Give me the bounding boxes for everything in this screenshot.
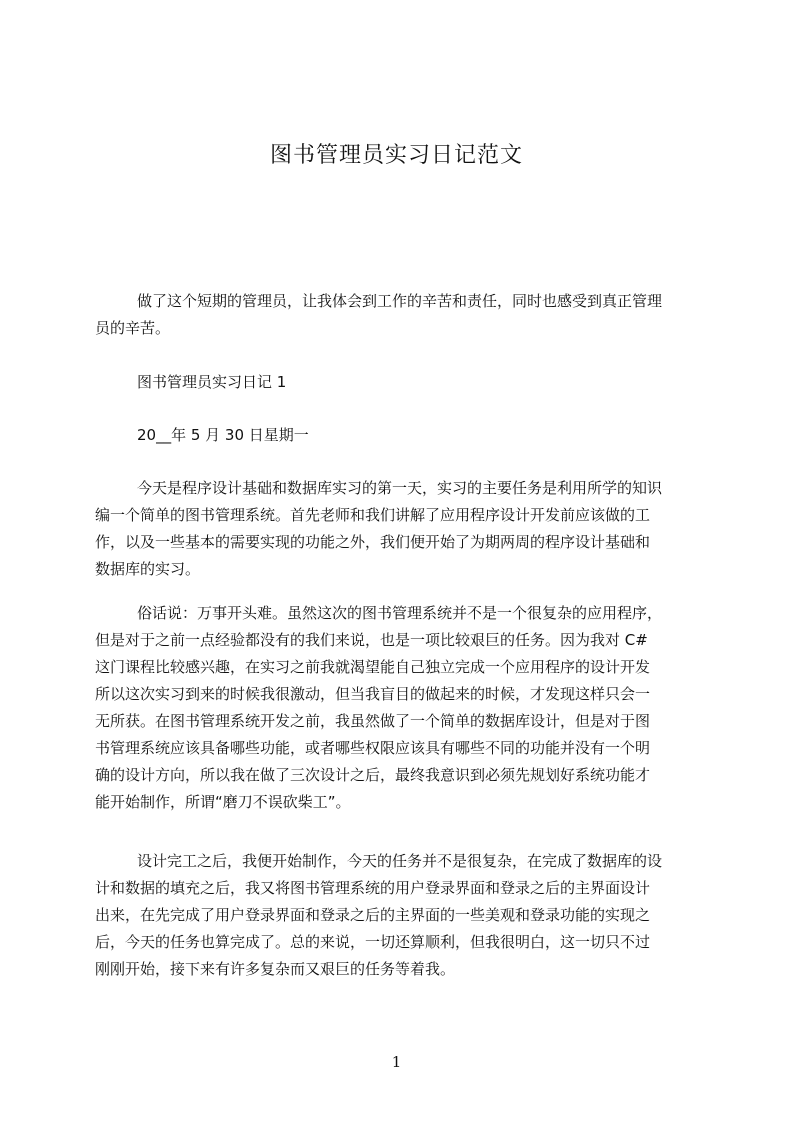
diary-subtitle [95, 369, 700, 396]
paragraph-line: 这门课程比较感兴趣，在实习之前我就渴望能自己独立完成一个应用程序的设计开发 [95, 658, 651, 676]
paragraph-3 [95, 848, 700, 983]
paragraph-line: 所以这次实习到来的时候我很激动，但当我盲目的做起来的时候，才发现这样只会一 [95, 685, 651, 703]
paragraph-line: 计和数据的填充之后，我又将图书管理系统的用户登录界面和登录之后的主界面设计 [95, 879, 651, 897]
paragraph-line: 刚刚开始，接下来有许多复杂而又艰巨的任务等着我。 [95, 960, 456, 978]
paragraph-line: 今天是程序设计基础和数据库实习的第一天，实习的主要任务是利用所学的知识 [137, 479, 663, 497]
paragraph-line: 但是对于之前一点经验都没有的我们来说，也是一项比较艰巨的任务。因为我对 C# [95, 631, 648, 649]
date-text: 20__年 5 月 30 日星期一 [137, 426, 309, 444]
paragraph-line: 做了这个短期的管理员，让我体会到工作的辛苦和责任，同时也感受到真正管理 [137, 292, 663, 310]
paragraph-2 [95, 600, 700, 816]
paragraph-line: 无所获。在图书管理系统开发之前，我虽然做了一个简单的数据库设计，但是对于图 [95, 712, 651, 730]
paragraph-line: 数据库的实习。 [95, 560, 201, 578]
document-title: 图书管理员实习日记范文 [269, 143, 523, 168]
paragraph-1 [95, 475, 700, 583]
intro-paragraph [95, 288, 700, 342]
page-number: 1 [391, 1053, 402, 1071]
paragraph-line: 作，以及一些基本的需要实现的功能之外，我们便开始了为期两周的程序设计基础和 [95, 533, 651, 551]
paragraph-line: 确的设计方向，所以我在做了三次设计之后，最终我意识到必须先规划好系统功能才 [95, 766, 651, 784]
paragraph-line: 能开始制作，所谓“磨刀不误砍柴工”。 [95, 793, 351, 811]
paragraph-line: 俗话说：万事开头难。虽然这次的图书管理系统并不是一个很复杂的应用程序， [137, 604, 663, 622]
paragraph-line: 设计完工之后，我便开始制作，今天的任务并不是很复杂，在完成了数据库的设 [137, 852, 663, 870]
subtitle-text: 图书管理员实习日记 1 [137, 373, 287, 391]
paragraph-line: 后，今天的任务也算完成了。总的来说，一切还算顺利，但我很明白，这一切只不过 [95, 933, 651, 951]
paragraph-line: 出来，在先完成了用户登录界面和登录之后的主界面的一些美观和登录功能的实现之 [95, 906, 651, 924]
paragraph-line: 编一个简单的图书管理系统。首先老师和我们讲解了应用程序设计开发前应该做的工 [95, 506, 651, 524]
paragraph-line: 员的辛苦。 [95, 319, 171, 337]
paragraph-line: 书管理系统应该具备哪些功能，或者哪些权限应该具有哪些不同的功能并没有一个明 [95, 739, 651, 757]
diary-date [95, 422, 700, 449]
